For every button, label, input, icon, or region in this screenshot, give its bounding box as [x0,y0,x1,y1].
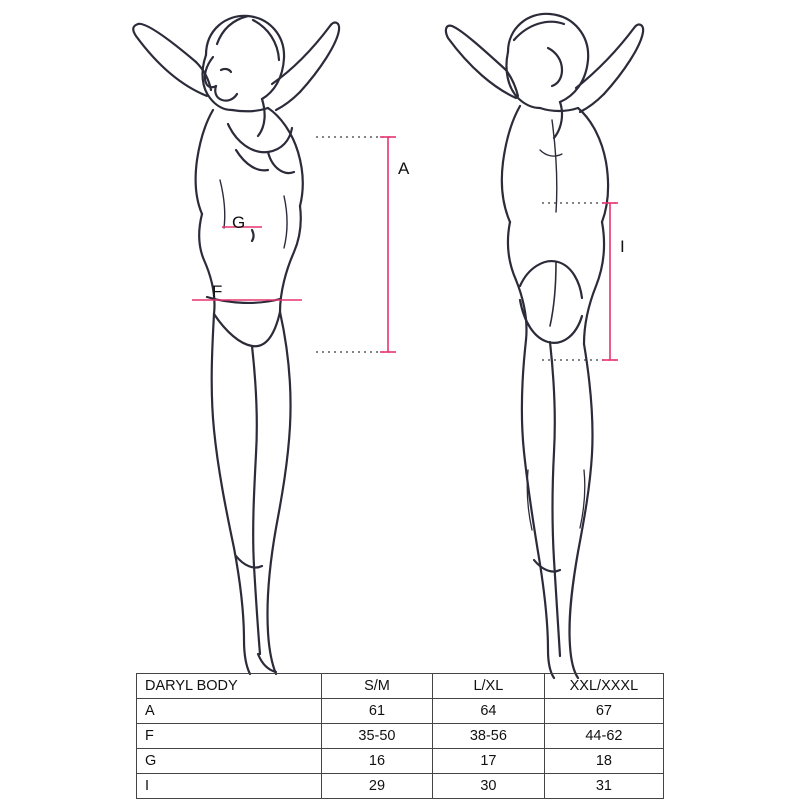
table-row [137,749,664,774]
cell-i-xxl: 31 [544,774,663,799]
row-label-g: G [137,749,322,774]
cell-g-lxl: 17 [432,749,544,774]
table-row [137,774,664,799]
row-label-a: A [137,699,322,724]
cell-i-lxl: 30 [432,774,544,799]
cell-a-xxl: 67 [544,699,663,724]
table-header-row [137,674,664,699]
cell-g-sm: 16 [321,749,432,774]
row-label-f: F [137,724,322,749]
table-header-size-0: S/M [321,674,432,699]
table-header-size-1: L/XL [432,674,544,699]
cell-a-sm: 61 [321,699,432,724]
cell-f-sm: 35-50 [321,724,432,749]
measure-label-g: G [232,213,246,232]
table-header-name: DARYL BODY [137,674,322,699]
cell-f-lxl: 38-56 [432,724,544,749]
measure-label-f: F [212,282,223,301]
row-label-i: I [137,774,322,799]
back-measure-lines [542,203,618,360]
front-figure [133,16,339,674]
cell-a-lxl: 64 [432,699,544,724]
front-measure-lines [192,137,396,352]
table-header-size-2: XXL/XXXL [544,674,663,699]
size-table [136,673,664,799]
back-figure [446,14,643,678]
cell-g-xxl: 18 [544,749,663,774]
cell-f-xxl: 44-62 [544,724,663,749]
measure-label-i: I [620,237,625,256]
table-row [137,724,664,749]
measure-label-a: A [398,159,410,178]
table-row [137,699,664,724]
cell-i-sm: 29 [321,774,432,799]
